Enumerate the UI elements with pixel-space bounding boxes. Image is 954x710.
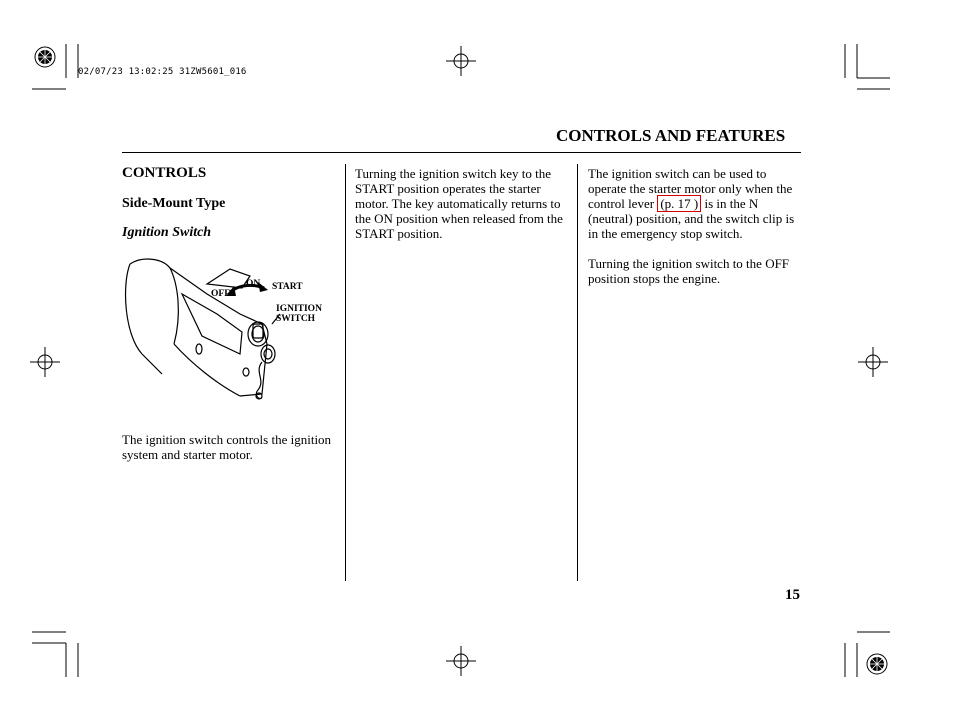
starter-motor-text-before: The ignition switch can be used to operate the starter motor only when the control lever: [588, 166, 793, 211]
column-divider: [577, 164, 578, 581]
figure-label-off: OFF: [211, 289, 230, 299]
starter-motor-text-after: is in the N (neutral) position, and the switch clip is in the emergency stop switch.: [588, 196, 795, 241]
start-position-description: Turning the ignition switch key to the START position operates the starter motor. The key automatically returns to the ON position when released from the START position.: [355, 166, 563, 241]
column-divider: [345, 164, 346, 581]
ignition-switch-heading: Ignition Switch: [122, 225, 212, 240]
figure-label-on: ON: [246, 279, 261, 289]
off-position-description: Turning the ignition switch to the OFF position stops the engine.: [588, 256, 790, 286]
header-rule: [122, 152, 801, 153]
figure-label-start: START: [272, 282, 303, 292]
starter-motor-condition: [588, 166, 803, 241]
side-mount-heading: Side-Mount Type: [122, 196, 226, 211]
controls-heading: CONTROLS: [122, 165, 207, 181]
figure-label-ignition: IGNITION: [276, 304, 322, 314]
starburst-mark-top-left: [35, 47, 55, 67]
page-17-link[interactable]: (p. 17 ): [657, 195, 701, 212]
figure-label-switch: SWITCH: [276, 314, 316, 324]
page-number: 15: [785, 587, 800, 603]
starburst-mark-bottom-right: [867, 654, 887, 674]
ignition-switch-illustration: [122, 254, 342, 404]
ignition-switch-description: The ignition switch controls the ignition system and starter motor.: [122, 432, 332, 462]
print-stamp: 02/07/23 13:02:25 31ZW5601_016: [78, 67, 247, 77]
section-title: CONTROLS AND FEATURES: [556, 126, 786, 145]
